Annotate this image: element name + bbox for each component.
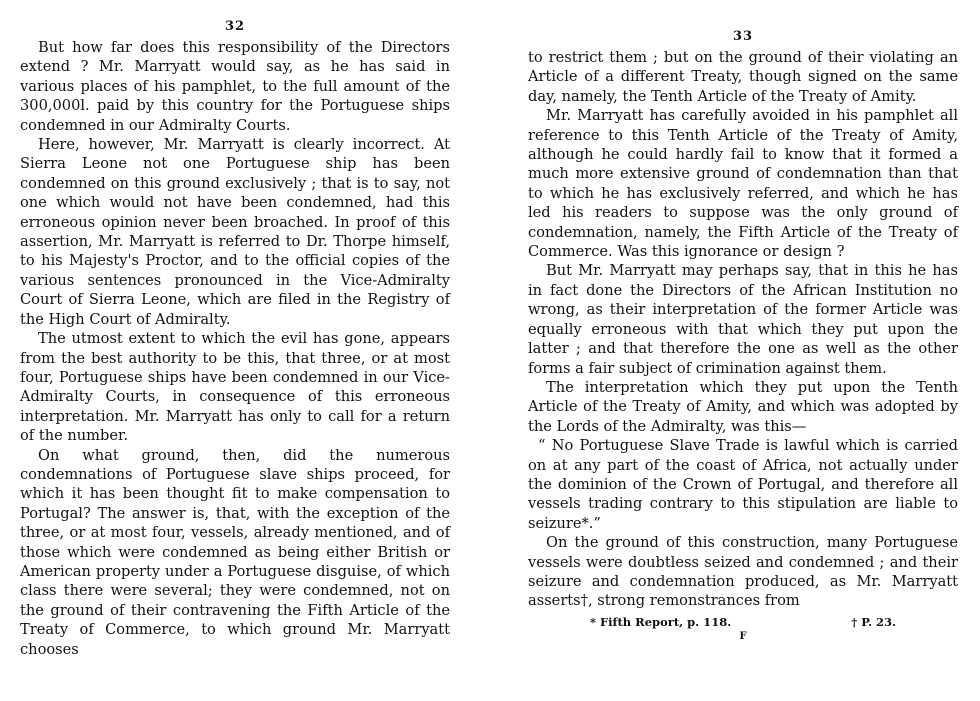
page-number-right: 33 <box>732 29 754 44</box>
paragraph: Here, however, Mr. Marryatt is clearly incorrect. At Sierra Leone not one Portuguese ship has been condemned on this ground exclusively ; that is to say, not one which would not have been condemned, had this erroneous opinion never been broached. In proof of this assertion, Mr. Marryatt is referred to Dr. Thorpe himself, to his Majesty's Proctor, and to the official copies of the various sentences pronounced in the Vice-Admiralty Court of Sierra Leone, which are filed in the Registry of the High Court of Admiralty. <box>20 136 450 328</box>
footnote: † P. 23. <box>851 614 896 629</box>
paragraph: to restrict them ; but on the ground of their violating an Article of a different Treaty, though signed on the same day, namely, the Tenth Article of the Treaty of Amity. <box>528 49 958 105</box>
paragraph: Mr. Marryatt has carefully avoided in his pamphlet all reference to this Tenth Article of the Treaty of Amity, although he could hardly fail to know that it formed a much more extensive ground of condemnation than that to which he has exclusively referred, and which he has led his readers to suppose was the only ground of condemnation, namely, the Fifth Article of the Treaty of Commerce. Was this ignorance or design ? <box>528 107 958 261</box>
paragraph: But Mr. Marryatt may perhaps say, that in this he has in fact done the Directors of the African Institution no wrong, as their interpretation of the former Article was equally erroneous with that which they put upon the latter ; and that therefore the one as well as the other forms a fair subject of crimination against them. <box>528 262 958 377</box>
paragraph: On the ground of this construction, many Portuguese vessels were doubtless seized and condemned ; and their seizure and condemnation produced, as Mr. Marryatt asserts†, strong remonstrances from <box>528 534 958 610</box>
paragraph: But how far does this responsibility of the Directors extend ? Mr. Marryatt would say, as he has said in various places of his pamphlet, to the full amount of the 300,000l. paid by this country for the Portuguese ships condemned in our Admiralty Courts. <box>20 39 450 134</box>
paragraph: The utmost extent to which the evil has gone, appears from the best authority to be this, that three, or at most four, Portuguese ships have been condemned in our Vice-Admiralty Courts, in consequence of this erroneous interpretation. Mr. Marryatt has only to call for a return of the number. <box>20 330 450 445</box>
paragraph: The interpretation which they put upon the Tenth Article of the Treaty of Amity, and which was adopted by the Lords of the Admiralty, was this— <box>528 378 958 435</box>
left-page <box>20 0 450 659</box>
paragraph: On what ground, then, did the numerous condemnations of Portuguese slave ships proceed, for which it has been thought fit to make compensation to Portugal? The answer is, that, with the exception of the three, or at most four, vessels, already mentioned, and of those which were condemned as being either British or American property under a Portuguese disguise, of which class there were several; they were condemned, not on the ground of their contravening the Fifth Article of the Treaty of Commerce, to which ground Mr. Marryatt chooses <box>20 446 450 658</box>
right-page <box>528 0 958 642</box>
quotation: “ No Portuguese Slave Trade is lawful which is carried on at any part of the coast of Africa, not actually under the dominion of the Crown of Portugal, and therefore all vessels trading contrary to this stipulation are liable to seizure*.” <box>528 437 958 532</box>
left-page-body <box>20 38 450 659</box>
signature-mark: F <box>739 630 747 642</box>
page-number-left: 32 <box>224 19 246 34</box>
right-page-body <box>528 48 958 611</box>
footnote: * Fifth Report, p. 118. <box>590 614 732 629</box>
footnotes <box>528 615 958 629</box>
